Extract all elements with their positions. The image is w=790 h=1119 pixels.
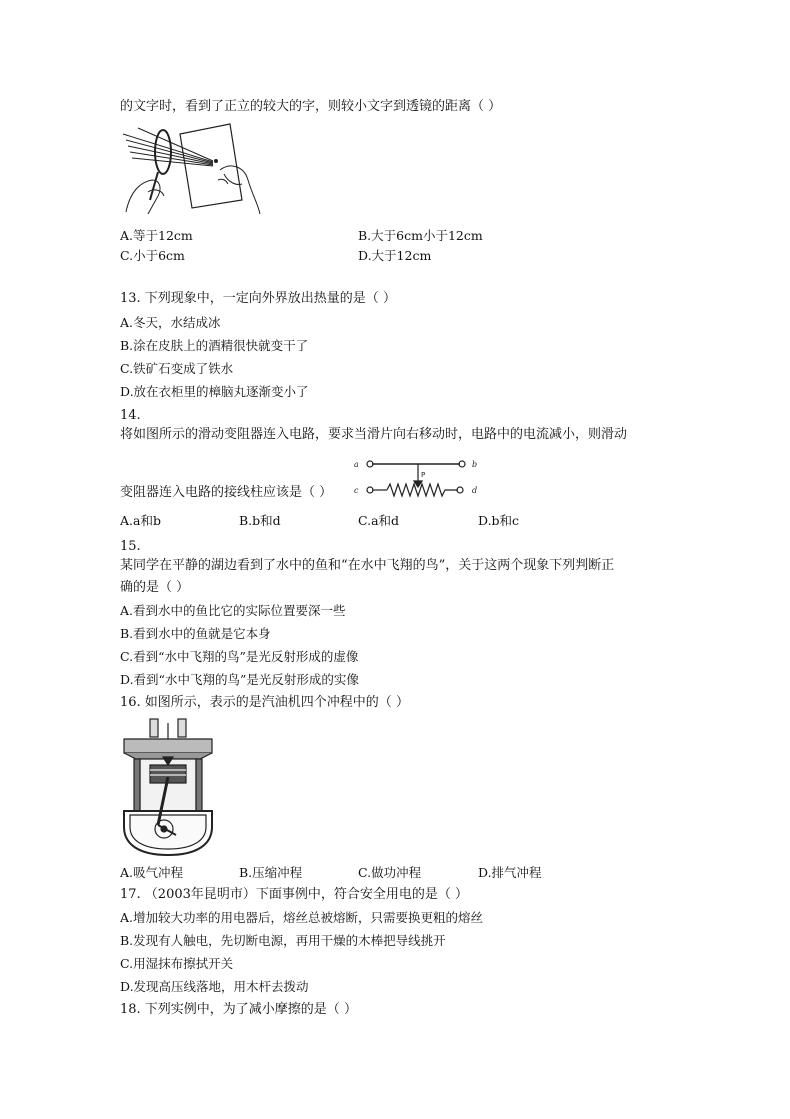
q13-stem: 13. 下列现象中，一定向外界放出热量的是（ ） [120,291,396,306]
q12-option-c: C.小于6cm [120,248,185,263]
q17-option-c: C.用湿抹布擦拭开关 [120,956,234,971]
q15-stem-line2: 确的是（ ） [120,580,190,595]
sliding-rheostat-figure [352,455,482,499]
q17-option-d: D.发现高压线落地，用木杆去拨动 [120,979,309,994]
gasoline-engine-stroke-figure [120,717,216,857]
slider-p-label: P [421,471,426,479]
q13-option-d: D.放在衣柜里的樟脑丸逐渐变小了 [120,384,309,399]
q15-option-b: B.看到水中的鱼就是它本身 [120,626,271,641]
q12-option-d: D.大于12cm [358,248,432,263]
terminal-d-label: d [472,486,478,495]
q13-option-a: A.冬天，水结成冰 [120,315,221,330]
q17-option-a: A.增加较大功率的用电器后，熔丝总被熔断，只需要换更粗的熔丝 [120,910,484,925]
q15-option-a: A.看到水中的鱼比它的实际位置要深一些 [120,603,346,618]
q16-option-a: A.吸气冲程 [120,865,184,880]
terminal-b-label: b [472,460,478,469]
q12-option-b: B.大于6cm小于12cm [358,228,483,243]
q14-option-d: D.b和c [478,513,520,528]
q15-stem-line1: 某同学在平静的湖边看到了水中的鱼和“在水中飞翔的鸟”，关于这两个现象下列判断正 [120,558,615,573]
q16-option-d: D.排气冲程 [478,865,542,880]
q17-option-b: B.发现有人触电，先切断电源，再用干燥的木棒把导线挑开 [120,933,446,948]
q16-option-b: B.压缩冲程 [239,865,303,880]
q14-stem-line1: 将如图所示的滑动变阻器连入电路，要求当滑片向右移动时，电路中的电流减小，则滑动 [120,427,628,442]
terminal-c-label: c [354,486,359,495]
q14-option-a: A.a和b [120,513,161,528]
lens-magnifier-figure [118,122,268,222]
q16-option-c: C.做功冲程 [358,865,422,880]
q14-number: 14. [120,408,141,423]
q14-option-c: C.a和d [358,513,400,528]
terminal-a-label: a [354,460,359,469]
q16-stem: 16. 如图所示，表示的是汽油机四个冲程中的（ ） [120,695,409,710]
q14-option-b: B.b和d [239,513,281,528]
q13-option-c: C.铁矿石变成了铁水 [120,361,234,376]
q18-stem: 18. 下列实例中，为了减小摩擦的是（ ） [120,1002,357,1017]
q15-option-c: C.看到“水中飞翔的鸟”是光反射形成的虚像 [120,649,359,664]
q13-option-b: B.涂在皮肤上的酒精很快就变干了 [120,338,309,353]
q15-number: 15. [120,539,141,554]
q12-option-a: A.等于12cm [120,228,193,243]
q12-stem-tail: 的文字时，看到了正立的较大的字，则较小文字到透镜的距离（ ） [120,99,502,114]
q15-option-d: D.看到“水中飞翔的鸟”是光反射形成的实像 [120,672,359,687]
q14-stem-line2: 变阻器连入电路的接线柱应该是（ ） [120,485,333,500]
q17-stem: 17. （2003年昆明市）下面事例中，符合安全用电的是（ ） [120,887,469,902]
